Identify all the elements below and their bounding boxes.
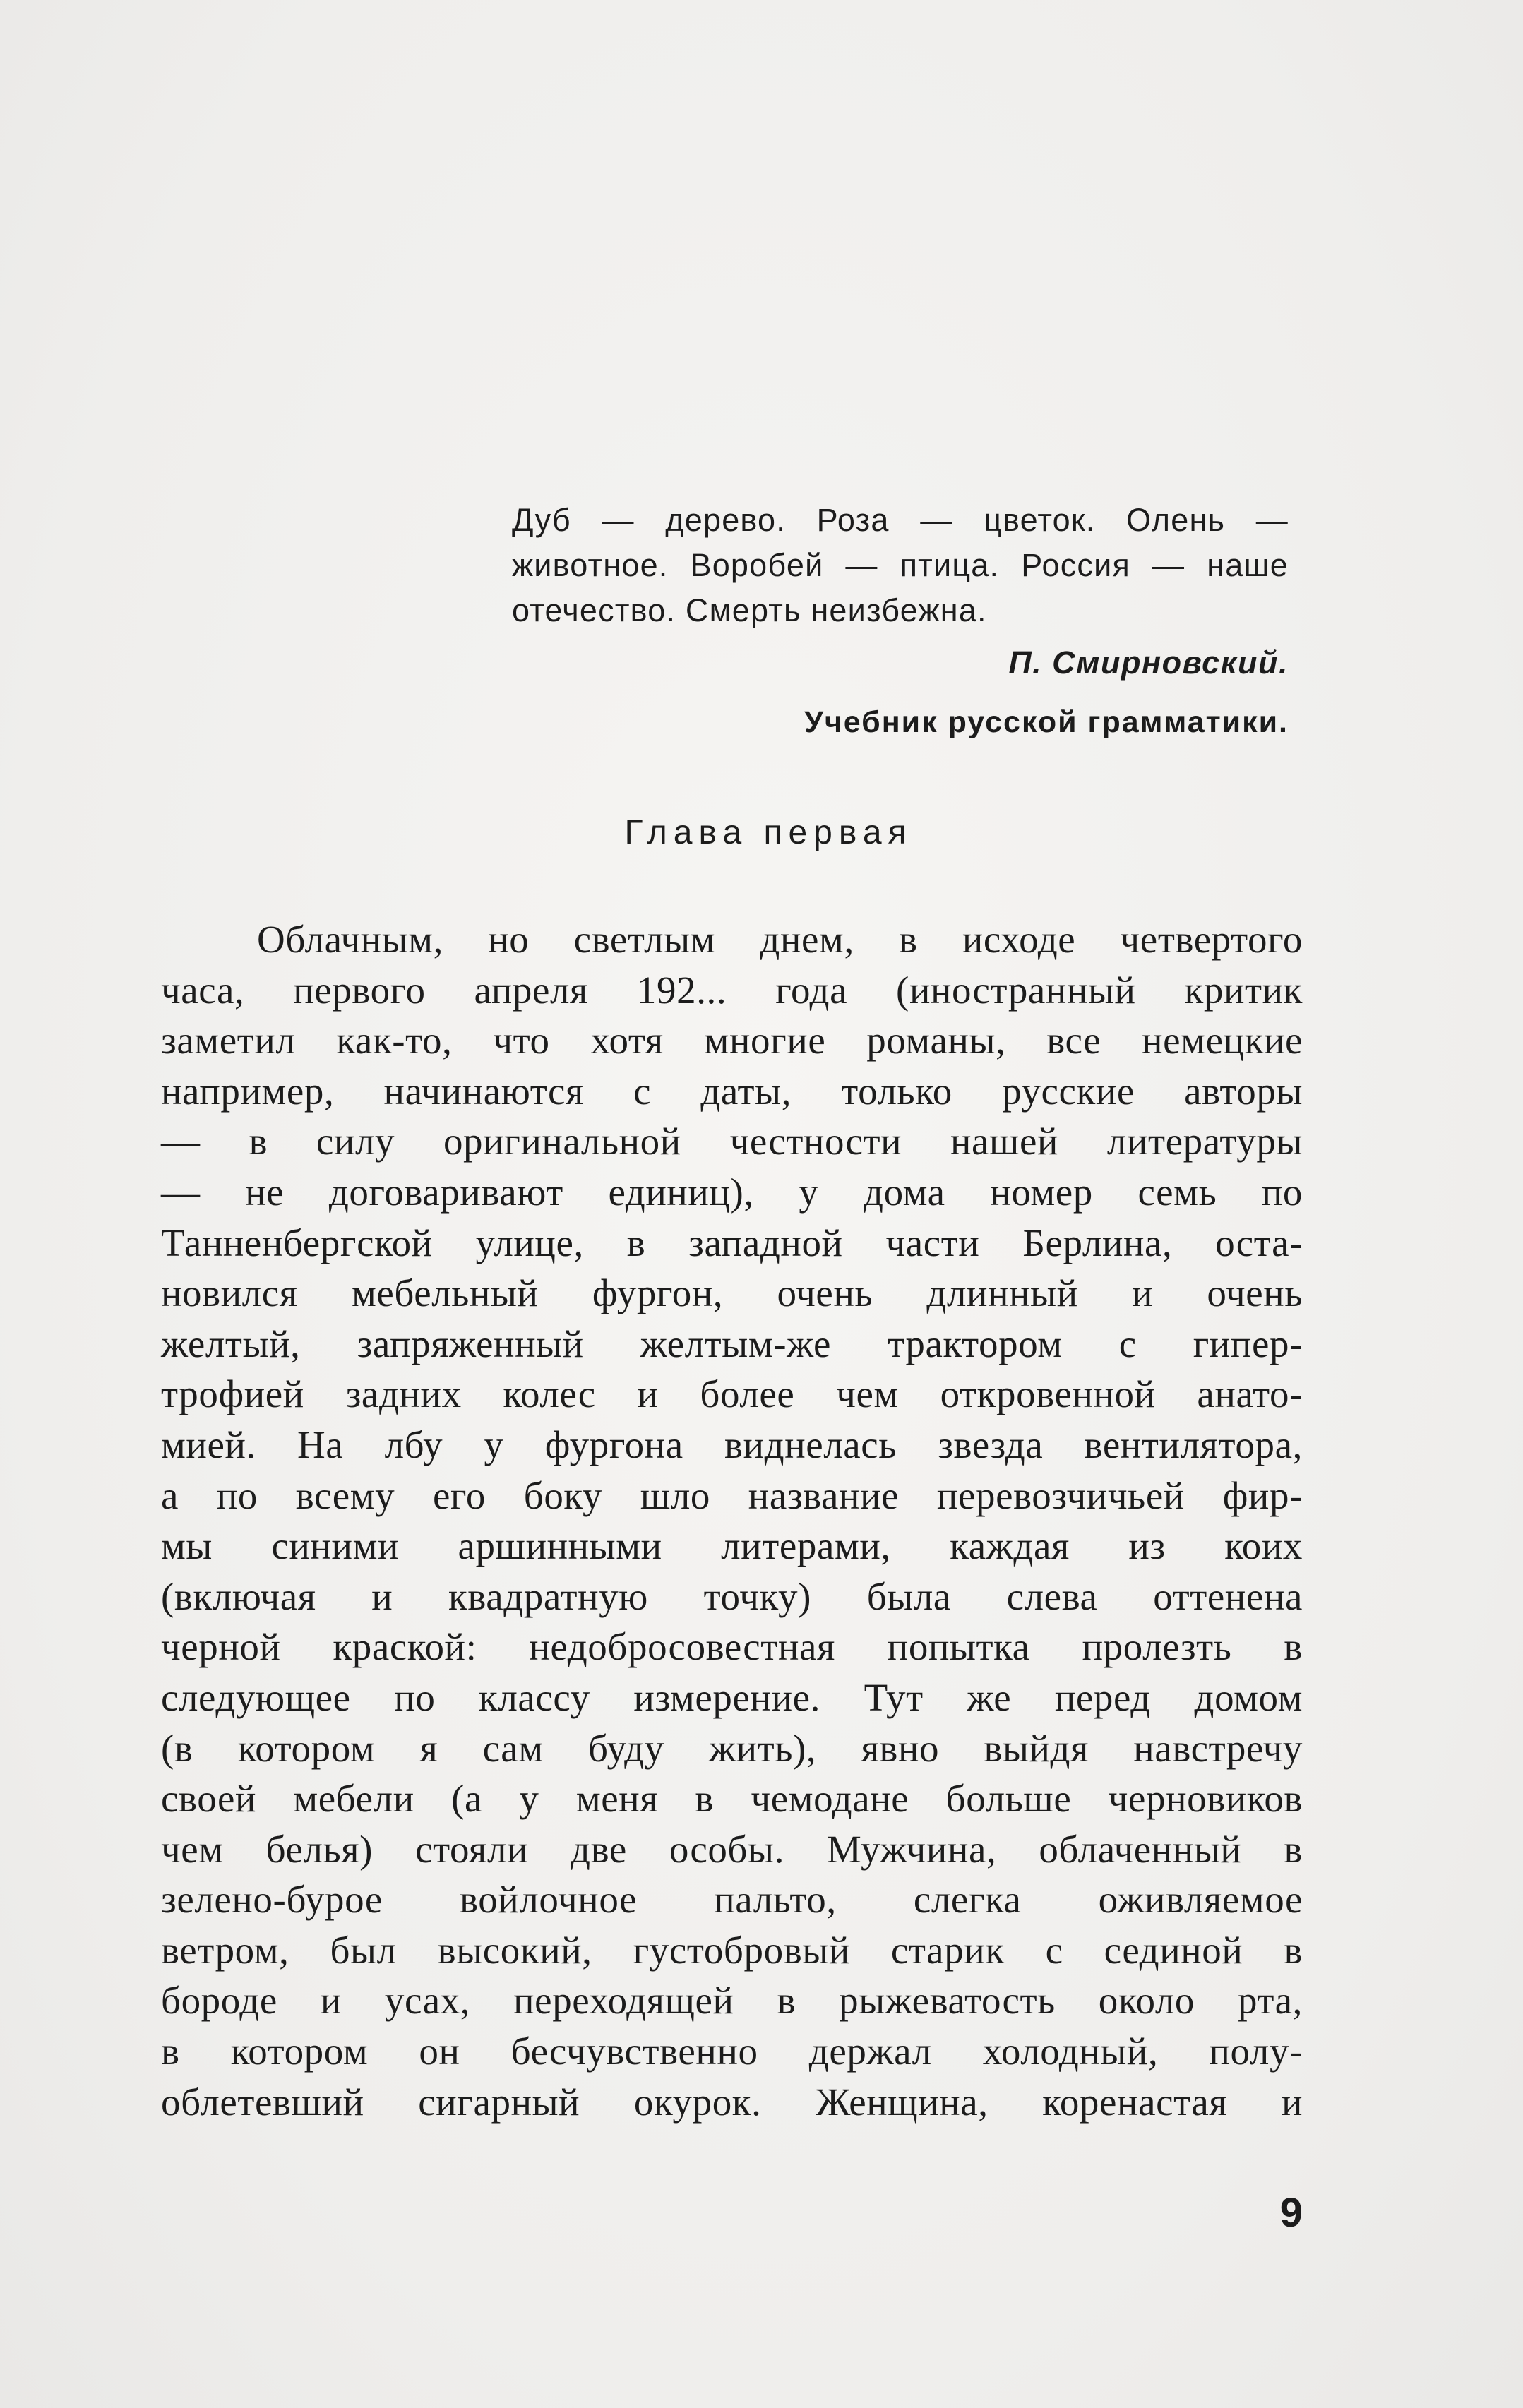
- body-line: часа, первого апреля 192... года (иностранный критик: [161, 968, 1303, 1012]
- body-line: желтый, запряженный желтым-же трактором с гипер-: [161, 1322, 1303, 1365]
- body-line: Облачным, но светлым днем, в исходе четвертого: [257, 918, 1303, 961]
- body-line: чем белья) стояли две особы. Мужчина, облаченный в: [161, 1827, 1303, 1871]
- epigraph-line: животное. Воробей — птица. Россия — наше: [512, 547, 1289, 583]
- body-line: (включая и квадратную точку) была слева оттенена: [161, 1574, 1303, 1618]
- body-line: — не договаривают единиц), у дома номер семь по: [161, 1170, 1303, 1214]
- body-text: [161, 914, 1303, 2127]
- epigraph-author: П. Смирновский.: [1008, 645, 1289, 681]
- epigraph-source: Учебник русской грамматики.: [804, 705, 1289, 739]
- epigraph-line: отечество. Смерть неизбежна.: [512, 592, 987, 628]
- body-line: новился мебельный фургон, очень длинный и очень: [161, 1271, 1303, 1315]
- body-line: а по всему его боку шло название перевозчичьей фир-: [161, 1473, 1303, 1517]
- body-line: в котором он бесчувственно держал холодный, полу-: [161, 2030, 1303, 2073]
- body-line: Танненбергской улице, в западной части Берлина, оста-: [161, 1221, 1303, 1264]
- epigraph: [512, 498, 1289, 745]
- page-number: 9: [1279, 2190, 1303, 2236]
- body-line: черной краской: недобросовестная попытка пролезть в: [161, 1625, 1303, 1669]
- body-line: трофией задних колес и более чем откровенной анато-: [161, 1372, 1303, 1416]
- body-line: облетевший сигарный окурок. Женщина, коренастая и: [161, 2080, 1303, 2124]
- body-line: (в котором я сам буду жить), явно выйдя навстречу: [161, 1726, 1303, 1770]
- body-line: мией. На лбу у фургона виднелась звезда вентилятора,: [161, 1422, 1303, 1466]
- body-line: — в силу оригинальной честности нашей литературы: [161, 1120, 1303, 1163]
- chapter-title: Глава первая: [624, 814, 913, 851]
- body-line: следующее по классу измерение. Тут же перед домом: [161, 1675, 1303, 1719]
- body-line: ветром, был высокий, густобровый старик с сединой в: [161, 1928, 1303, 1972]
- body-line: мы синими аршинными литерами, каждая из коих: [161, 1524, 1303, 1568]
- epigraph-line: Дуб — дерево. Роза — цветок. Олень —: [512, 502, 1289, 538]
- body-line: бороде и усах, переходящей в рыжеватость около рта,: [161, 1979, 1303, 2023]
- body-line: зелено-бурое войлочное пальто, слегка оживляемое: [161, 1878, 1303, 1922]
- body-line: заметил как-то, что хотя многие романы, все немецкие: [161, 1019, 1303, 1062]
- body-line: например, начинаются с даты, только русские авторы: [161, 1069, 1303, 1113]
- body-line: своей мебели (а у меня в чемодане больше черновиков: [161, 1777, 1303, 1821]
